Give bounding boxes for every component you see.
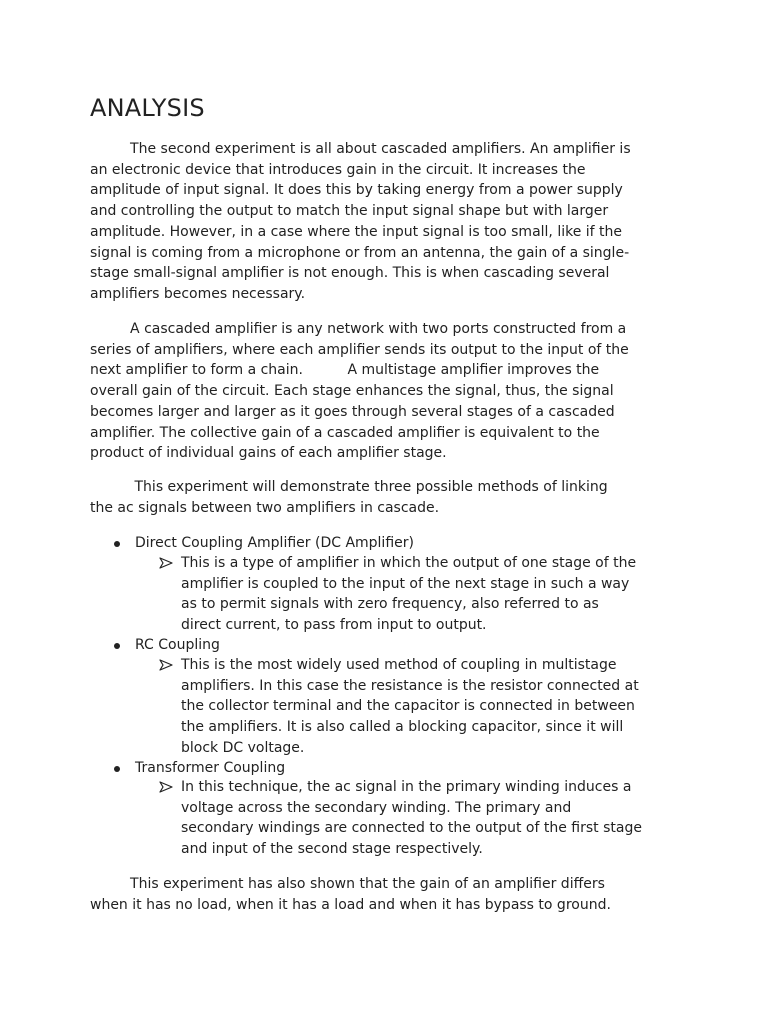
intro-paragraph xyxy=(90,139,690,305)
paragraph-line: next amplifier to form a chain. A multistage amplifier improves the xyxy=(90,362,600,379)
detail-line: In this technique, the ac signal in the primary winding induces a xyxy=(181,779,632,795)
detail-line: amplifiers. In this case the resistance is the resistor connected at xyxy=(181,677,639,694)
detail-line: secondary windings are connected to the output of the first stage xyxy=(181,820,642,837)
paragraph-line: amplitude of input signal. It does this by taking energy from a power supply xyxy=(90,182,623,199)
paragraph-line: an electronic device that introduces gain in the circuit. It increases the xyxy=(90,161,586,178)
page-title: ANALYSIS xyxy=(90,94,205,122)
method-label: Direct Coupling Amplifier (DC Amplifier) xyxy=(135,535,414,551)
method-label: Transformer Coupling xyxy=(135,760,286,776)
arrowhead-bullet-icon xyxy=(159,659,173,671)
paragraph-line: when it has no load, when it has a load and when it has bypass to ground. xyxy=(90,896,611,913)
methods-intro-paragraph xyxy=(90,477,690,518)
detail-line: as to permit signals with zero frequency, also referred to as xyxy=(181,596,599,613)
detail-line: block DC voltage. xyxy=(181,739,305,756)
detail-line: voltage across the secondary winding. The primary and xyxy=(181,799,572,816)
bullet-icon xyxy=(114,541,120,547)
paragraph-line: product of individual gains of each amplifier stage. xyxy=(90,445,447,462)
paragraph-line: amplifier. The collective gain of a cascaded amplifier is equivalent to the xyxy=(90,424,600,441)
paragraph-line: This experiment will demonstrate three possible methods of linking xyxy=(90,479,608,495)
paragraph-line: amplifiers becomes necessary. xyxy=(90,285,306,302)
paragraph-line: signal is coming from a microphone or from an antenna, the gain of a single- xyxy=(90,244,630,261)
paragraph-line: the ac signals between two amplifiers in cascade. xyxy=(90,499,440,516)
detail-line: amplifier is coupled to the input of the next stage in such a way xyxy=(181,575,630,592)
paragraph-line: overall gain of the circuit. Each stage enhances the signal, thus, the signal xyxy=(90,383,614,400)
paragraph-line: amplitude. However, in a case where the input signal is too small, like if the xyxy=(90,223,623,240)
paragraph-line: becomes larger and larger as it goes through several stages of a cascaded xyxy=(90,403,615,420)
detail-line: This is the most widely used method of coupling in multistage xyxy=(181,657,617,673)
paragraph-line: and controlling the output to match the input signal shape but with larger xyxy=(90,203,609,220)
conclusion-paragraph xyxy=(90,874,690,915)
paragraph-line: This experiment has also shown that the gain of an amplifier differs xyxy=(90,876,605,892)
paragraph-line: A cascaded amplifier is any network with two ports constructed from a xyxy=(90,321,627,337)
arrowhead-bullet-icon xyxy=(159,781,173,793)
paragraph-line: stage small-signal amplifier is not enough. This is when cascading several xyxy=(90,265,610,282)
detail-line: This is a type of amplifier in which the output of one stage of the xyxy=(181,555,637,571)
method-label: RC Coupling xyxy=(135,637,220,653)
detail-line: the amplifiers. It is also called a blocking capacitor, since it will xyxy=(181,719,624,736)
detail-line: and input of the second stage respectively. xyxy=(181,841,483,858)
paragraph-line: The second experiment is all about cascaded amplifiers. An amplifier is xyxy=(90,141,631,157)
bullet-icon xyxy=(114,643,120,649)
cascaded-amplifier-paragraph xyxy=(90,319,690,464)
bullet-icon xyxy=(114,766,120,772)
arrowhead-bullet-icon xyxy=(159,557,173,569)
detail-line: direct current, to pass from input to output. xyxy=(181,617,487,634)
paragraph-line: series of amplifiers, where each amplifier sends its output to the input of the xyxy=(90,341,629,358)
detail-line: the collector terminal and the capacitor is connected in between xyxy=(181,698,635,715)
